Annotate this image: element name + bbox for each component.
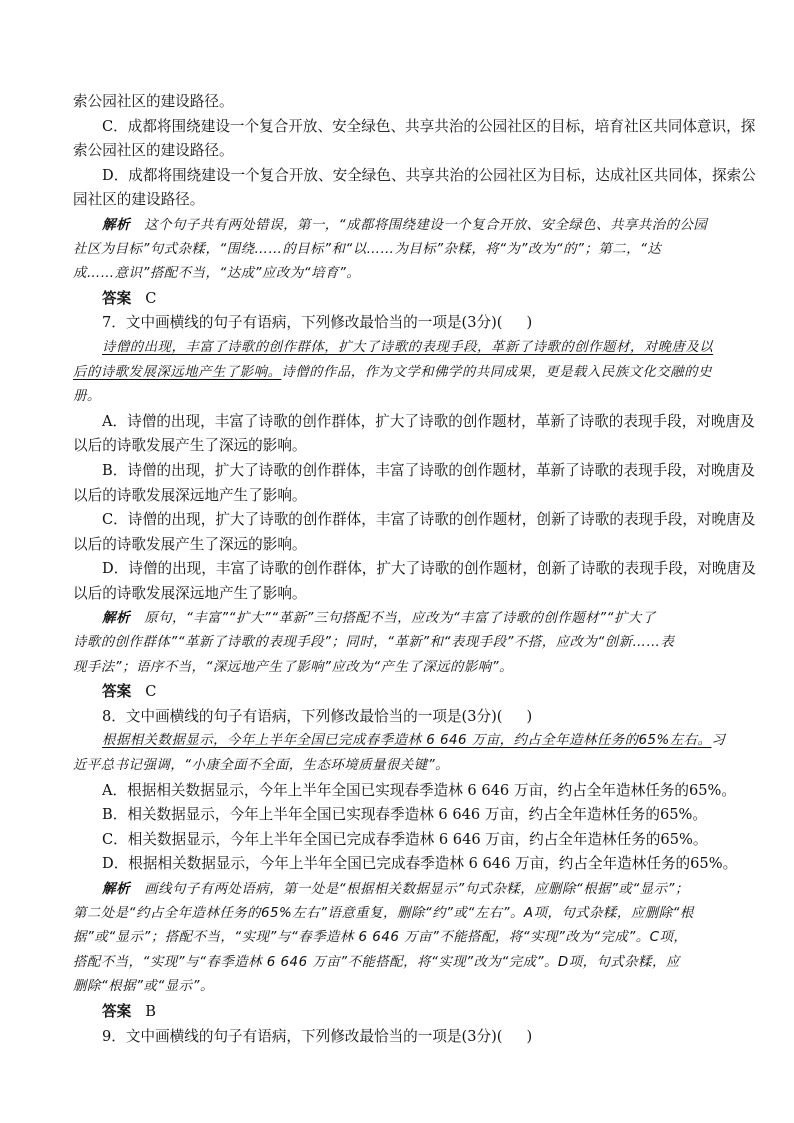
q7-stem-text: 7．文中画横线的句子有语病，下列修改最恰当的一项是(3分)( <box>102 314 503 332</box>
analysis-text: 这个句子共有两处错误，第一，“成都将围绕建设一个复合开放、安全绿色、共享共治的公园 <box>144 217 708 233</box>
q9-stem <box>73 1025 723 1050</box>
q6-option-c: C．成都将围绕建设一个复合开放、安全绿色、共享共治的公园社区的目标，培育社区共同体意识，探 <box>102 117 756 135</box>
analysis-text: 原句，“丰富”“扩大”“革新”三句搭配不当，应改为“丰富了诗歌的创作题材”“扩大了 <box>144 611 656 627</box>
q8-underlined-sentence: 根据相关数据显示，今年上半年全国已完成春季造林 6 646 万亩，约占全年造林任务的65%左右。 <box>102 733 712 749</box>
q6-answer <box>73 287 723 312</box>
q8-passage-line <box>73 729 726 754</box>
q8-stem-close: ) <box>526 707 533 725</box>
q7-analysis <box>73 606 723 631</box>
q7-passage-line <box>73 336 723 361</box>
q7-analysis-line: 诗歌的创作群体”“革新了诗歌的表现手段”；同时，“革新”和“表现手段”不搭，应改为“创新……表 <box>73 635 675 651</box>
q8-analysis-line: 删除“根据”或“显示”。 <box>73 979 214 995</box>
q9-stem-close: ) <box>526 1027 533 1045</box>
q7-option-c: C．诗僧的出现，扩大了诗歌的创作群体，丰富了诗歌的创作题材，创新了诗歌的表现手段，对晚唐及 <box>102 511 756 529</box>
q7-option-b-cont: 以后的诗歌发展深远地产生了影响。 <box>73 486 307 504</box>
q8-analysis-line: 第二处是“约占全年造林任务的65%左右”语意重复，删除“约”或“左右”。A项，句式杂糅，应删除“根 <box>73 905 694 921</box>
q7-option-b: B．诗僧的出现，扩大了诗歌的创作群体，丰富了诗歌的创作题材，革新了诗歌的表现手段，对晚唐及 <box>102 461 755 479</box>
q7-stem-close: ) <box>526 314 533 332</box>
q6-text-line: 园社区的建设路径。 <box>73 191 205 209</box>
q8-option-b: B．相关数据显示，今年上半年全国已实现春季造林 6 646 万亩，约占全年造林任务的65%。 <box>102 806 708 824</box>
q8-stem <box>73 705 723 730</box>
q7-option-a-cont: 以后的诗歌发展产生了深远的影响。 <box>73 437 307 455</box>
q7-answer <box>73 680 723 705</box>
analysis-label: 解析 <box>102 881 131 897</box>
q8-answer <box>73 1000 723 1025</box>
q6-analysis-line: 成……意识”搭配不当，“达成”应改为“培育”。 <box>73 266 361 282</box>
answer-label: 答案 <box>102 289 132 307</box>
q8-option-a: A．根据相关数据显示，今年上半年全国已实现春季造林 6 646 万亩，约占全年造林任务的65%。 <box>102 781 737 799</box>
q8-analysis-line: 据”或“显示”；搭配不当，“实现”与“春季造林 6 646 万亩”不能搭配，将“实现”改为“完成”。C项， <box>73 930 688 946</box>
q6-analysis-line: 社区为目标”句式杂糅，“围绕……的目标”和“以……为目标”杂糅，将“为”改为“的”；第二，“达 <box>73 241 662 257</box>
q7-passage-text: 诗僧的作品，作为文学和佛学的共同成果，更是载入民族文化交融的史 <box>281 364 712 380</box>
analysis-text: 画线句子有两处语病，第一处是“根据相关数据显示”句式杂糅，应删除“根据”或“显示”； <box>144 882 689 897</box>
q7-stem <box>73 311 723 336</box>
q6-text-line: 索公园社区的建设路径。 <box>73 142 234 160</box>
answer-value: C <box>145 683 157 701</box>
q6-analysis <box>73 213 723 238</box>
q8-option-d: D．根据相关数据显示，今年上半年全国已完成春季造林 6 646 万亩，约占全年造林任务的65%。 <box>102 855 738 873</box>
answer-label: 答案 <box>102 683 132 701</box>
q7-option-d: D．诗僧的出现，丰富了诗歌的创作群体，扩大了诗歌的创作题材，创新了诗歌的表现手段，对晚唐及 <box>102 560 756 578</box>
q7-option-c-cont: 以后的诗歌发展产生了深远的影响。 <box>73 535 307 553</box>
q8-passage-text: 习 <box>711 733 726 749</box>
q7-passage-line: 册。 <box>73 389 101 405</box>
analysis-label: 解析 <box>102 216 131 233</box>
q7-analysis-line: 现手法”；语序不当，“深远地产生了影响”应改为“产生了深远的影响”。 <box>73 659 514 675</box>
q7-passage-line <box>73 361 723 386</box>
q7-underlined-sentence: 诗僧的出现，丰富了诗歌的创作群体，扩大了诗歌的表现手段，革新了诗歌的创作题材，对晚唐及以 <box>102 339 714 355</box>
q8-stem-text: 8．文中画横线的句子有语病，下列修改最恰当的一项是(3分)( <box>102 707 503 725</box>
q8-analysis-line: 搭配不当，“实现”与“春季造林 6 646 万亩”不能搭配，将“实现”改为“完成”。D项，句式杂糅，应 <box>73 954 680 970</box>
q8-analysis <box>73 877 723 902</box>
q6-text-line: 索公园社区的建设路径。 <box>73 93 234 110</box>
q6-option-d: D．成都将围绕建设一个复合开放、安全绿色、共享共治的公园社区为目标，达成社区共同体，探索公 <box>102 166 756 184</box>
q8-passage-line: 近平总书记强调，“小康全面不全面，生态环境质量很关键”。 <box>73 758 450 774</box>
analysis-label: 解析 <box>102 610 131 627</box>
answer-value: C <box>145 289 157 307</box>
answer-value: B <box>145 1002 156 1020</box>
answer-label: 答案 <box>102 1002 132 1020</box>
q7-option-a: A．诗僧的出现，丰富了诗歌的创作群体，扩大了诗歌的创作题材，革新了诗歌的表现手段，对晚唐及 <box>102 412 755 430</box>
q7-option-d-cont: 以后的诗歌发展深远地产生了影响。 <box>73 584 307 602</box>
q9-stem-text: 9．文中画横线的句子有语病，下列修改最恰当的一项是(3分)( <box>102 1027 503 1045</box>
q8-option-c: C．相关数据显示，今年上半年全国已完成春季造林 6 646 万亩，约占全年造林任务的65%。 <box>102 830 708 848</box>
q7-underlined-sentence: 后的诗歌发展深远地产生了影响。 <box>73 364 282 380</box>
document-page <box>73 90 756 1049</box>
